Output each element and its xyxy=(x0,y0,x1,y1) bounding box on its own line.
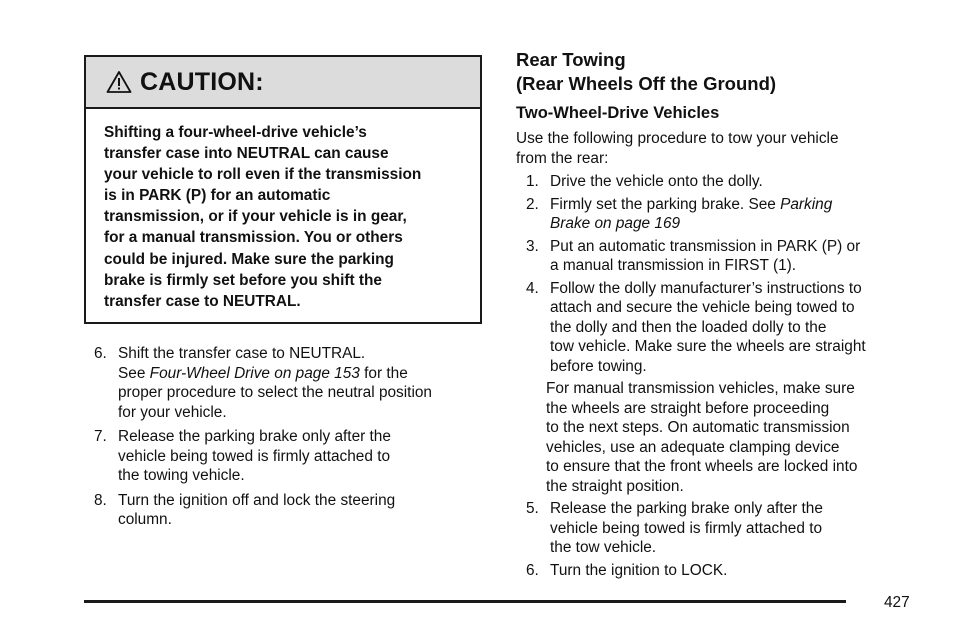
step-text xyxy=(118,344,432,422)
step-line: the dolly and then the loaded dolly to the xyxy=(550,318,827,336)
cross-reference-link[interactable]: Parking xyxy=(780,195,833,213)
caution-line: your vehicle to roll even if the transmission xyxy=(104,166,422,184)
step-line: tow vehicle. Make sure the wheels are straight xyxy=(550,338,866,355)
subsection-heading: Two-Wheel-Drive Vehicles xyxy=(516,104,720,122)
step-line: a manual transmission in FIRST (1). xyxy=(550,257,797,274)
heading-line: (Rear Wheels Off the Ground) xyxy=(516,72,777,94)
footer-divider xyxy=(84,600,846,603)
intro-line: Use the following procedure to tow your vehicle xyxy=(516,130,839,147)
note-line: to ensure that the front wheels are locked into xyxy=(546,458,858,475)
note-paragraph xyxy=(546,379,926,496)
step-text-fragment: Firmly set the parking brake. See xyxy=(550,195,781,213)
step-line: Release the parking brake only after the xyxy=(118,428,391,445)
step-number: 1. xyxy=(526,173,539,190)
step-line: vehicle being towed is firmly attached to xyxy=(118,447,391,465)
list-item xyxy=(94,344,494,422)
caution-line: transfer case to NEUTRAL. xyxy=(104,292,301,310)
step-text xyxy=(118,491,395,530)
step-line: attach and secure the vehicle being towed to xyxy=(550,299,855,316)
step-line xyxy=(550,195,832,215)
caution-title: CAUTION: xyxy=(140,67,264,96)
step-number: 7. xyxy=(94,428,107,445)
step-number: 5. xyxy=(526,500,539,517)
intro-line: from the rear: xyxy=(516,149,609,167)
step-line: Shift the transfer case to NEUTRAL. xyxy=(118,345,366,362)
step-text xyxy=(118,427,391,486)
step-line: the towing vehicle. xyxy=(118,467,245,484)
intro-paragraph xyxy=(516,129,839,168)
step-line xyxy=(550,214,832,234)
step-line: Drive the vehicle onto the dolly. xyxy=(550,173,763,190)
note-line: the straight position. xyxy=(546,477,684,495)
left-steps-list xyxy=(94,344,494,535)
step-line: Turn the ignition off and lock the steering xyxy=(118,491,396,509)
step-line: before towing. xyxy=(550,357,647,375)
caution-line: is in PARK (P) for an automatic xyxy=(104,187,331,205)
note-line: the wheels are straight before proceeding xyxy=(546,399,830,417)
step-line: Follow the dolly manufacturer’s instructions to xyxy=(550,279,862,297)
section-heading xyxy=(516,48,776,95)
note-line: vehicles, use an adequate clamping device xyxy=(546,438,840,456)
list-item xyxy=(526,195,926,234)
caution-text xyxy=(104,122,474,312)
step-number: 4. xyxy=(526,279,539,297)
step-line: Release the parking brake only after the xyxy=(550,500,823,517)
step-line: column. xyxy=(118,511,172,528)
step-text xyxy=(550,195,832,234)
list-item xyxy=(94,427,494,486)
step-line: the tow vehicle. xyxy=(550,539,657,556)
list-item xyxy=(94,491,494,530)
caution-line: could be injured. Make sure the parking xyxy=(104,250,394,268)
step-line: Put an automatic transmission in PARK (P) or xyxy=(550,237,861,255)
list-item xyxy=(526,499,926,558)
list-item xyxy=(526,561,926,581)
caution-line: brake is firmly set before you shift the xyxy=(104,271,382,289)
step-text-fragment: for the xyxy=(359,364,408,382)
step-number: 3. xyxy=(526,237,539,255)
step-line: vehicle being towed is firmly attached to xyxy=(550,519,823,537)
right-steps-list xyxy=(526,172,926,583)
step-text xyxy=(550,172,763,192)
page-number: 427 xyxy=(884,594,910,611)
note-line: For manual transmission vehicles, make sure xyxy=(546,380,855,397)
caution-box xyxy=(84,55,482,324)
step-text xyxy=(550,237,860,276)
caution-header xyxy=(86,57,480,109)
step-line: for your vehicle. xyxy=(118,403,227,421)
step-number: 6. xyxy=(94,345,107,362)
step-number: 8. xyxy=(94,491,107,509)
cross-reference-link[interactable]: Brake on page 169 xyxy=(550,215,681,232)
step-text xyxy=(550,279,866,377)
list-item xyxy=(526,237,926,276)
step-line: proper procedure to select the neutral position xyxy=(118,384,432,401)
caution-line: transmission, or if your vehicle is in gear, xyxy=(104,208,407,226)
step-line: Turn the ignition to LOCK. xyxy=(550,561,728,579)
warning-triangle-icon xyxy=(106,70,132,94)
list-item xyxy=(526,172,926,192)
cross-reference-link[interactable]: Four-Wheel Drive on page 153 xyxy=(149,364,360,382)
list-item xyxy=(526,279,926,377)
step-number: 6. xyxy=(526,561,539,579)
step-number: 2. xyxy=(526,195,539,213)
note-line: to the next steps. On automatic transmission xyxy=(546,419,850,436)
step-text xyxy=(550,561,727,581)
step-text xyxy=(550,499,823,558)
step-line xyxy=(118,364,432,384)
caution-line: Shifting a four-wheel-drive vehicle’s xyxy=(104,124,367,141)
caution-line: for a manual transmission. You or others xyxy=(104,229,403,247)
step-text-fragment: See xyxy=(118,364,150,382)
heading-line: Rear Towing xyxy=(516,49,626,70)
caution-line: transfer case into NEUTRAL can cause xyxy=(104,145,389,163)
